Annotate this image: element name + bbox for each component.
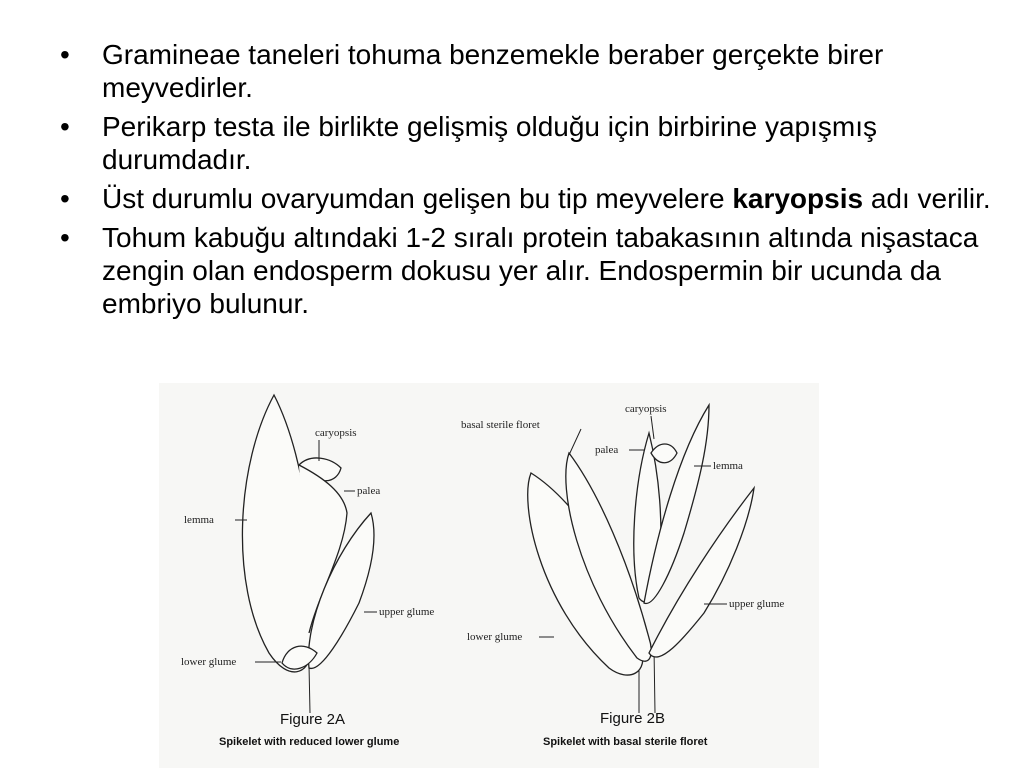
bullet-item-4 <box>60 221 1000 320</box>
bullet-marker: • <box>60 183 70 214</box>
spikelet-illustration <box>159 383 819 768</box>
label-upper-glume-b: upper glume <box>729 598 785 610</box>
label-caryopsis-a: caryopsis <box>315 427 357 439</box>
label-lemma-b: lemma <box>713 460 743 472</box>
bullet-item-3 <box>60 182 1000 215</box>
bullet-marker: • <box>60 39 70 70</box>
bullet-text-before: Üst durumlu ovaryumdan gelişen bu tip meyvelere <box>102 183 733 214</box>
caption-figure-2b: Figure 2B <box>600 710 666 727</box>
bullet-text: Gramineae taneleri tohuma benzemekle beraber gerçekte birer meyvedirler. <box>102 39 884 103</box>
label-lemma-a: lemma <box>184 514 214 526</box>
bullet-marker: • <box>60 222 70 253</box>
subtitle-figure-2b: Spikelet with basal sterile floret <box>543 736 708 748</box>
subtitle-figure-2a: Spikelet with reduced lower glume <box>219 736 400 748</box>
label-lower-glume-a: lower glume <box>181 656 237 668</box>
bullet-text: Perikarp testa ile birlikte gelişmiş olduğu için birbirine yapışmış durumdadır. <box>102 111 877 175</box>
bullet-item-1 <box>60 38 1000 104</box>
label-caryopsis-b: caryopsis <box>625 403 667 415</box>
bullet-text: Tohum kabuğu altındaki 1-2 sıralı protein tabakasının altında nişastaca zengin olan endosperm dokusu yer alır. Endospermin bir ucunda da embriyo bulunur. <box>102 222 979 319</box>
caption-figure-2a: Figure 2A <box>280 711 346 728</box>
bullet-item-2 <box>60 110 1000 176</box>
bullet-marker: • <box>60 111 70 142</box>
label-upper-glume-a: upper glume <box>379 606 435 618</box>
label-palea-b: palea <box>595 444 619 456</box>
stem-a <box>309 665 310 713</box>
figure-2a-drawing <box>242 395 373 713</box>
label-palea-a: palea <box>357 485 381 497</box>
label-basal-sterile-floret-b: basal sterile floret <box>461 419 540 431</box>
bullet-text-after: adı verilir. <box>863 183 991 214</box>
bullet-list <box>60 38 1000 326</box>
lemma-shape-a <box>242 395 313 672</box>
label-lower-glume-b: lower glume <box>467 631 523 643</box>
figure-2b-drawing <box>528 405 754 713</box>
spikelet-figure <box>159 383 819 768</box>
bullet-bold-term: karyopsis <box>732 183 864 214</box>
